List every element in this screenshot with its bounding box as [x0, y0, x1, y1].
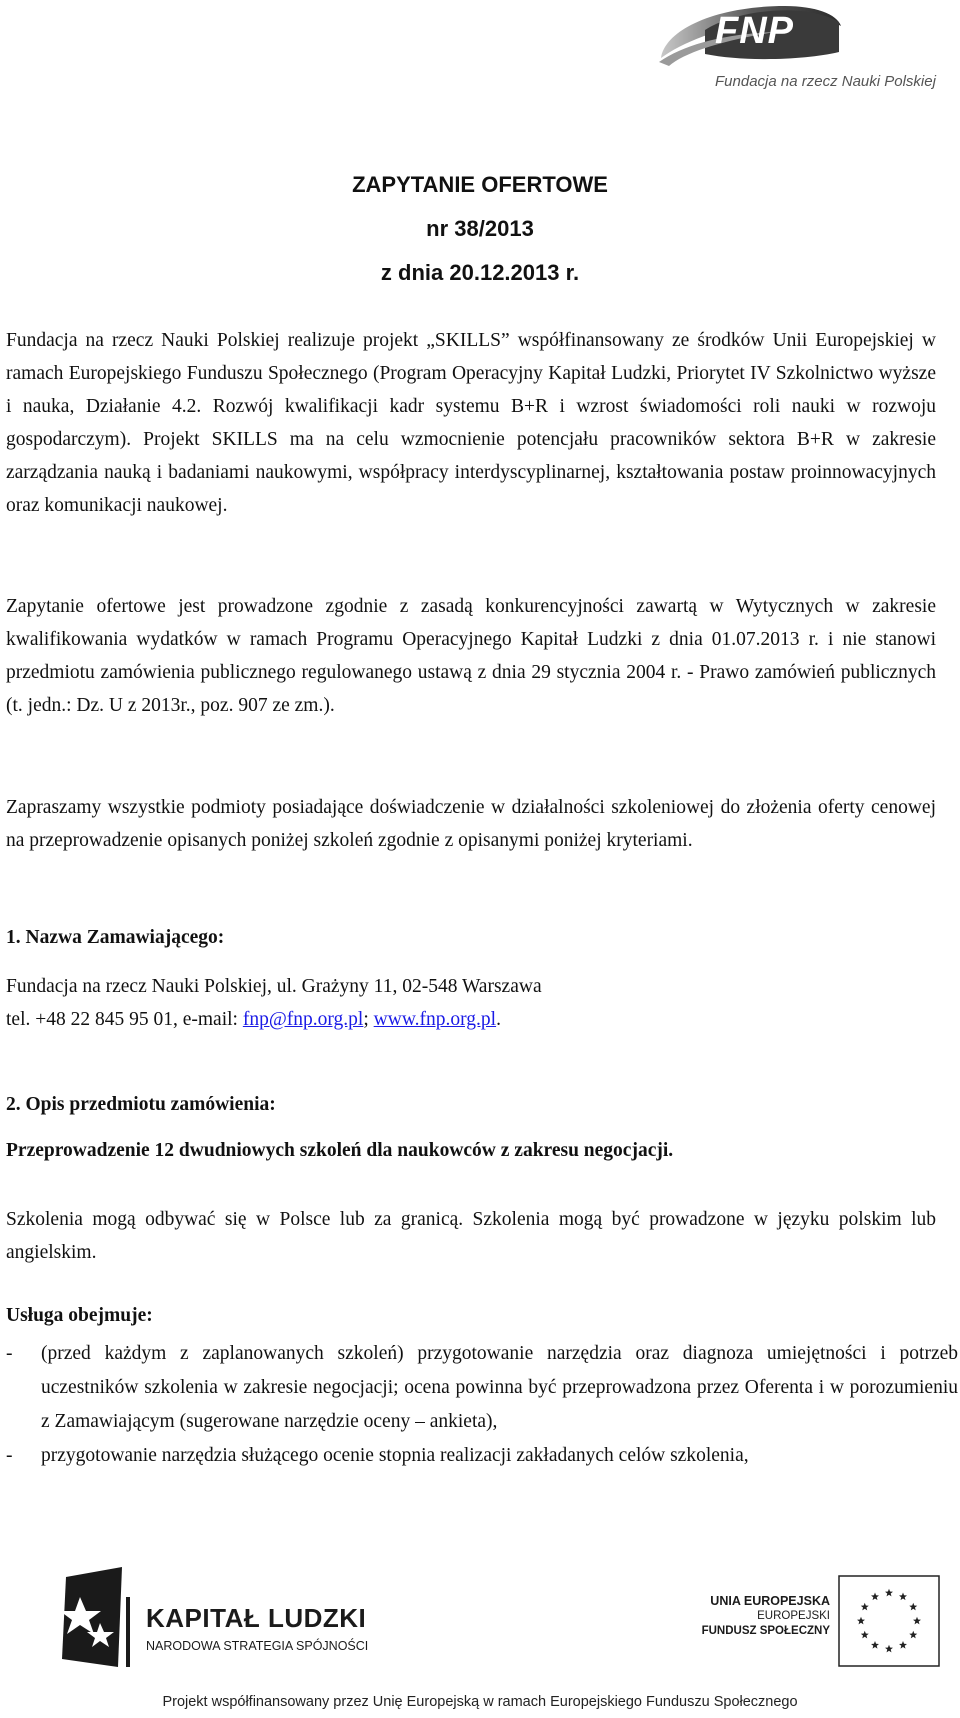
- tel-text: tel. +48 22 845 95 01, e-mail:: [6, 1009, 243, 1030]
- list-dash: -: [6, 1343, 13, 1364]
- orderer-contact-line: [6, 1003, 936, 1036]
- suffix-text: .: [496, 1009, 501, 1030]
- orderer-address: Fundacja na rzecz Nauki Polskiej, ul. Grażyny 11, 02-548 Warszawa: [6, 976, 542, 997]
- fnp-logo-subtitle: Fundacja na rzecz Nauki Polskiej: [715, 73, 936, 90]
- kapital-ludzki-logo: [60, 1567, 390, 1672]
- eu-logo-text: [702, 1593, 830, 1639]
- document-date: z dnia 20.12.2013 r.: [380, 260, 580, 285]
- document-number: nr 38/2013: [426, 216, 534, 241]
- list-dash: -: [6, 1445, 13, 1466]
- list-item: [6, 1337, 958, 1439]
- section-heading-orderer: 1. Nazwa Zamawiającego:: [6, 927, 225, 948]
- document-title: ZAPYTANIE OFERTOWE: [352, 172, 608, 197]
- intro-paragraph: Fundacja na rzecz Nauki Polskiej realizuje projekt „SKILLS” współfinansowany ze środków Unii Europejskiej w ramach Europejskiego Funduszu Społecznego (Program Operacyjny Kapitał Ludzki, Priorytet IV Szkolnictwo wyższe i nauka, Działanie 4.2. Rozwój kwalifikacji kadr systemu B+R i wzrost świadomości roli nauki w rozwoju gospodarczym). Projekt SKILLS ma na celu wzmocnienie potencjału pracowników sektora B+R w zakresie zarządzania nauką i badaniami naukowymi, współpracy interdyscyplinarnej, kształtowania postaw proinnowacyjnych oraz komunikacji naukowej.: [6, 330, 936, 516]
- list-item-text: przygotowanie narzędzia służącego ocenie stopnia realizacji zakładanych celów szkolenia,: [41, 1445, 749, 1466]
- separator-text: ;: [363, 1009, 374, 1030]
- invitation-paragraph: Zapraszamy wszystkie podmioty posiadające doświadczenie w działalności szkoleniowej do złożenia oferty cenowej na przeprowadzenie opisanych poniżej szkoleń zgodnie z opisanymi poniżej kryteriami.: [6, 797, 936, 851]
- kapital-ludzki-emblem-icon: [60, 1567, 144, 1667]
- services-heading: Usługa obejmuje:: [6, 1305, 153, 1326]
- eu-line-3: FUNDUSZ SPOŁECZNY: [701, 1625, 830, 1637]
- training-location-paragraph: Szkolenia mogą odbywać się w Polsce lub za granicą. Szkolenia mogą być prowadzone w języku polskim lub angielskim.: [6, 1209, 936, 1263]
- email-link[interactable]: fnp@fnp.org.pl: [242, 1009, 364, 1030]
- services-list: [6, 1337, 958, 1473]
- legal-basis-paragraph: Zapytanie ofertowe jest prowadzone zgodnie z zasadą konkurencyjności zawartą w Wytycznych w zakresie kwalifikowania wydatków w ramach Programu Operacyjnego Kapitał Ludzki z dnia 01.07.2013 r. i nie stanowi przedmiotu zamówienia publicznego regulowanego ustawą z dnia 29 stycznia 2004 r. - Prawo zamówień publicznych (t. jedn.: Dz. U z 2013r., poz. 907 ze zm.).: [6, 596, 936, 716]
- fnp-logo: [655, 0, 960, 100]
- orderer-contact: [6, 970, 936, 1036]
- footer-cofinancing-note: Projekt współfinansowany przez Unię Europejską w ramach Europejskiego Funduszu Społecznego: [162, 1694, 798, 1710]
- list-item-text: (przed każdym z zaplanowanych szkoleń) przygotowanie narzędzia oraz diagnoza umiejętności i potrzeb uczestników szkolenia w zakresie negocjacji; ocena powinna być przeprowadzona przez Oferenta i w porozumieniu z Zamawiającym (sugerowane narzędzie oceny – ankieta),: [41, 1343, 958, 1432]
- website-link[interactable]: www.fnp.org.pl: [373, 1009, 497, 1030]
- order-subject: Przeprowadzenie 12 dwudniowych szkoleń dla naukowców z zakresu negocjacji.: [6, 1140, 674, 1161]
- eu-line-2: EUROPEJSKI: [757, 1610, 830, 1622]
- list-item: [6, 1439, 958, 1473]
- eu-logo: [640, 1575, 940, 1675]
- section-heading-subject: 2. Opis przedmiotu zamówienia:: [6, 1094, 276, 1115]
- eu-flag-icon: [838, 1575, 940, 1667]
- eu-line-1: UNIA EUROPEJSKA: [710, 1594, 830, 1608]
- kapital-ludzki-title: KAPITAŁ LUDZKI: [146, 1603, 367, 1633]
- kapital-ludzki-subtitle: NARODOWA STRATEGIA SPÓJNOŚCI: [146, 1639, 369, 1653]
- fnp-logo-text: FNP: [715, 10, 794, 52]
